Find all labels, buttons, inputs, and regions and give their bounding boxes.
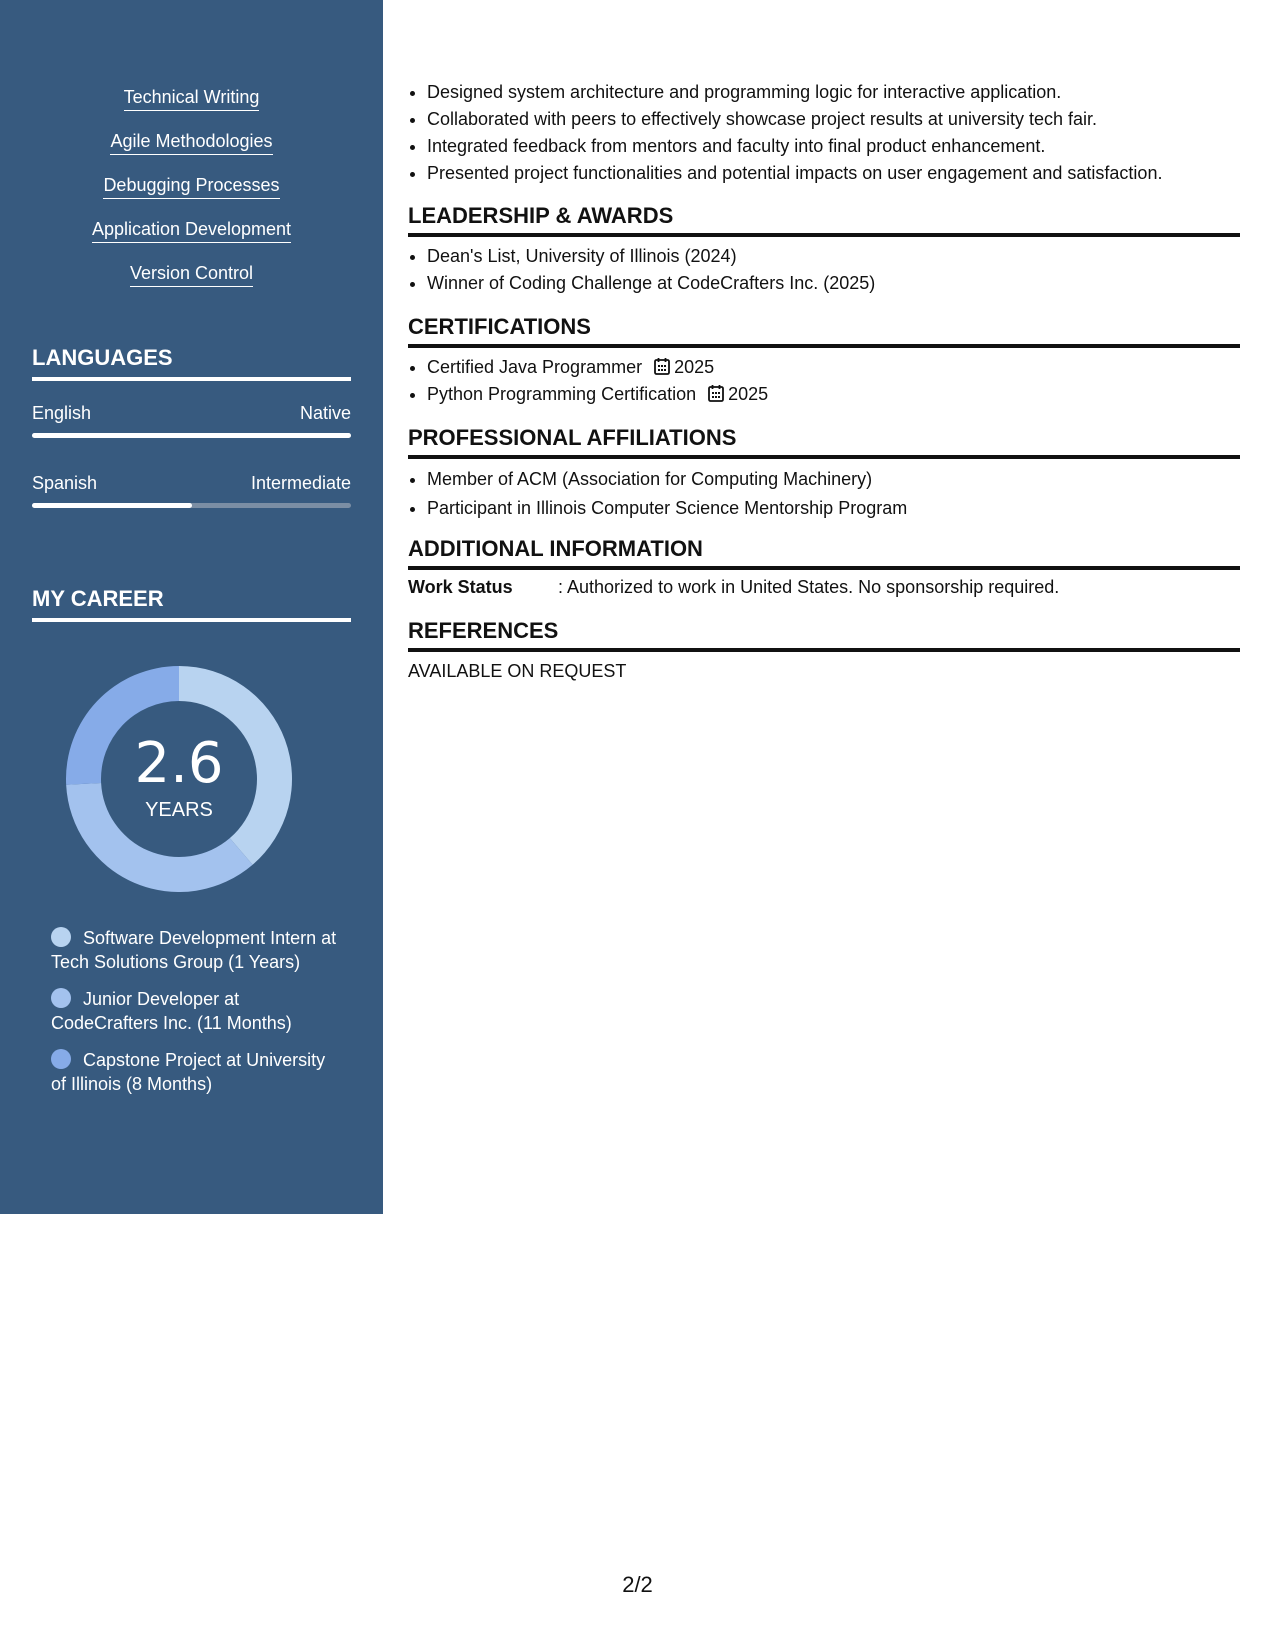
language-level: Intermediate	[250, 473, 351, 493]
languages-heading: LANGUAGES	[32, 345, 351, 381]
work-status-value: : Authorized to work in United States. No sponsorship required.	[558, 577, 1060, 597]
list-item: • Participant in Illinois Computer Science Mentorship Program	[427, 494, 1240, 523]
language-proficiency-fill	[32, 503, 192, 508]
list-item: • Collaborated with peers to effectively showcase project results at university tech fair.	[427, 106, 1240, 133]
section-heading: LEADERSHIP & AWARDS	[408, 203, 1240, 237]
leadership-section	[408, 203, 1240, 297]
legend-dot-icon	[51, 927, 71, 947]
section-heading: REFERENCES	[408, 618, 1240, 652]
language-name: Spanish	[32, 473, 98, 493]
list-item: • Winner of Coding Challenge at CodeCrafters Inc. (2025)	[427, 270, 1240, 297]
career-legend-text: Capstone Project at University of Illinois (8 Months)	[51, 1050, 326, 1094]
list-item: • Integrated feedback from mentors and faculty into final product enhancement.	[427, 133, 1240, 160]
language-proficiency-fill	[32, 433, 351, 438]
list-item	[427, 381, 1240, 408]
affiliations-section	[408, 425, 1240, 523]
career-legend-text: Junior Developer at CodeCrafters Inc. (11 Months)	[51, 989, 292, 1033]
calendar-icon	[708, 384, 724, 402]
language-level: Native	[299, 403, 351, 423]
skill-item: Version Control	[130, 262, 253, 287]
career-legend-item	[51, 926, 341, 974]
skill-item: Application Development	[92, 218, 291, 243]
section-heading: CERTIFICATIONS	[408, 314, 1240, 348]
page-number: 2/2	[622, 1572, 653, 1597]
career-legend-item	[51, 1048, 341, 1096]
additional-info-section	[408, 536, 1240, 598]
career-legend-text: Software Development Intern at Tech Solutions Group (1 Years)	[51, 928, 337, 972]
references-text: AVAILABLE ON REQUEST	[408, 661, 627, 681]
skill-item: Debugging Processes	[103, 174, 279, 199]
section-heading: ADDITIONAL INFORMATION	[408, 536, 1240, 570]
career-donut-chart	[66, 666, 292, 892]
list-item: • Designed system architecture and programming logic for interactive application.	[427, 79, 1240, 106]
career-total: 2.6	[134, 731, 224, 796]
list-item: • Member of ACM (Association for Computing Machinery)	[427, 465, 1240, 494]
language-proficiency-bar	[32, 503, 351, 508]
work-status-label: Work Status	[408, 577, 513, 597]
legend-dot-icon	[51, 1049, 71, 1069]
certification-year: 2025	[728, 384, 769, 404]
skill-item: Agile Methodologies	[110, 130, 272, 155]
list-item	[427, 354, 1240, 381]
skills-list	[0, 86, 383, 306]
project-bullets	[408, 79, 1240, 187]
language-row	[32, 473, 351, 494]
career-heading: MY CAREER	[32, 586, 351, 622]
certification-name: Python Programming Certification	[427, 384, 697, 404]
list-item: • Presented project functionalities and potential impacts on user engagement and satisfaction.	[427, 160, 1240, 187]
language-name: English	[32, 403, 92, 423]
sidebar	[0, 0, 383, 1214]
list-item: • Dean's List, University of Illinois (2024)	[427, 243, 1240, 270]
skill-item: Technical Writing	[124, 86, 260, 111]
language-row	[32, 403, 351, 424]
language-proficiency-bar	[32, 433, 351, 438]
references-section	[408, 618, 1240, 682]
certification-name: Certified Java Programmer	[427, 357, 643, 377]
career-legend-item	[51, 987, 341, 1035]
career-unit: YEARS	[145, 799, 213, 821]
career-legend	[51, 926, 341, 1109]
certifications-section	[408, 314, 1240, 408]
legend-dot-icon	[51, 988, 71, 1008]
section-heading: PROFESSIONAL AFFILIATIONS	[408, 425, 1240, 459]
certification-year: 2025	[674, 357, 715, 377]
calendar-icon	[654, 357, 670, 375]
